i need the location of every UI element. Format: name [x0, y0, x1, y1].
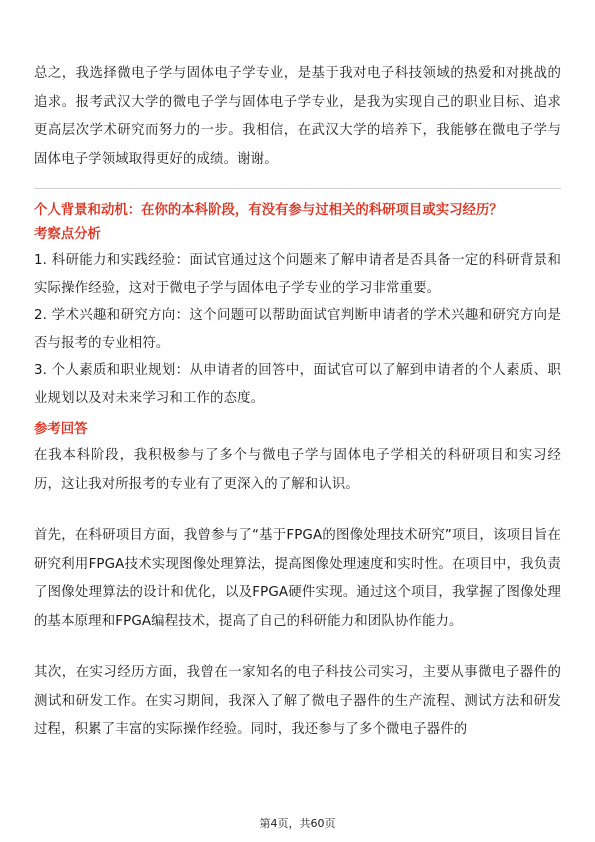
intro-paragraph: 总之，我选择微电子学与固体电子学专业，是基于我对电子科技领域的热爱和对挑战的追求。报考武汉大学的微电子学与固体电子学专业，是我为实现自己的职业目标、追求更高层次学术研究而努力的一步。我相信，在武汉大学的培养下，我能够在微电子学与固体电子学领域取得更好的成绩。谢谢。 [34, 66, 561, 167]
analysis-item: 1. 科研能力和实践经验：面试官通过这个问题来了解申请者是否具备一定的科研背景和实际操作经验，这对于微电子学与固体电子学专业的学习非常重要。 [34, 253, 561, 296]
interview-question: 个人背景和动机：在你的本科阶段，有没有参与过相关的科研项目或实习经历？ [34, 203, 503, 218]
answer-paragraph: 在我本科阶段，我积极参与了多个与微电子学与固体电子学相关的科研项目和实习经历，这让我对所报考的专业有了更深入的了解和认识。 [34, 448, 561, 492]
answer-paragraph: 其次，在实习经历方面，我曾在一家知名的电子科技公司实习，主要从事微电子器件的测试和研发工作。在实习期间，我深入了解了微电子器件的生产流程、测试方法和研发过程，积累了丰富的实际操作经验。同时，我还参与了多个微电子器件的 [34, 665, 561, 737]
spacer [34, 499, 561, 522]
analysis-list [34, 247, 561, 412]
page-number: 第4页，共60页 [259, 817, 336, 830]
spacer [34, 636, 561, 659]
analysis-title: 考察点分析 [34, 227, 101, 242]
analysis-item: 3. 个人素质和职业规划：从申请者的回答中，面试官可以了解到申请者的个人素质、职业规划以及对未来学习和工作的态度。 [34, 363, 561, 406]
page-content [34, 60, 561, 745]
answer-paragraph: 首先，在科研项目方面，我曾参与了“基于FPGA的图像处理技术研究”项目，该项目旨在研究利用FPGA技术实现图像处理算法，提高图像处理速度和实时性。在项目中，我负责了图像处理算法的设计和优化，以及FPGA硬件实现。通过这个项目，我掌握了图像处理的基本原理和FPGA编程技术，提高了自己的科研能力和团队协作能力。 [34, 528, 561, 629]
section-divider [34, 188, 561, 189]
analysis-item: 2. 学术兴趣和研究方向：这个问题可以帮助面试官判断申请者的学术兴趣和研究方向是否与报考的专业相符。 [34, 308, 561, 351]
answer-title: 参考回答 [34, 422, 88, 437]
